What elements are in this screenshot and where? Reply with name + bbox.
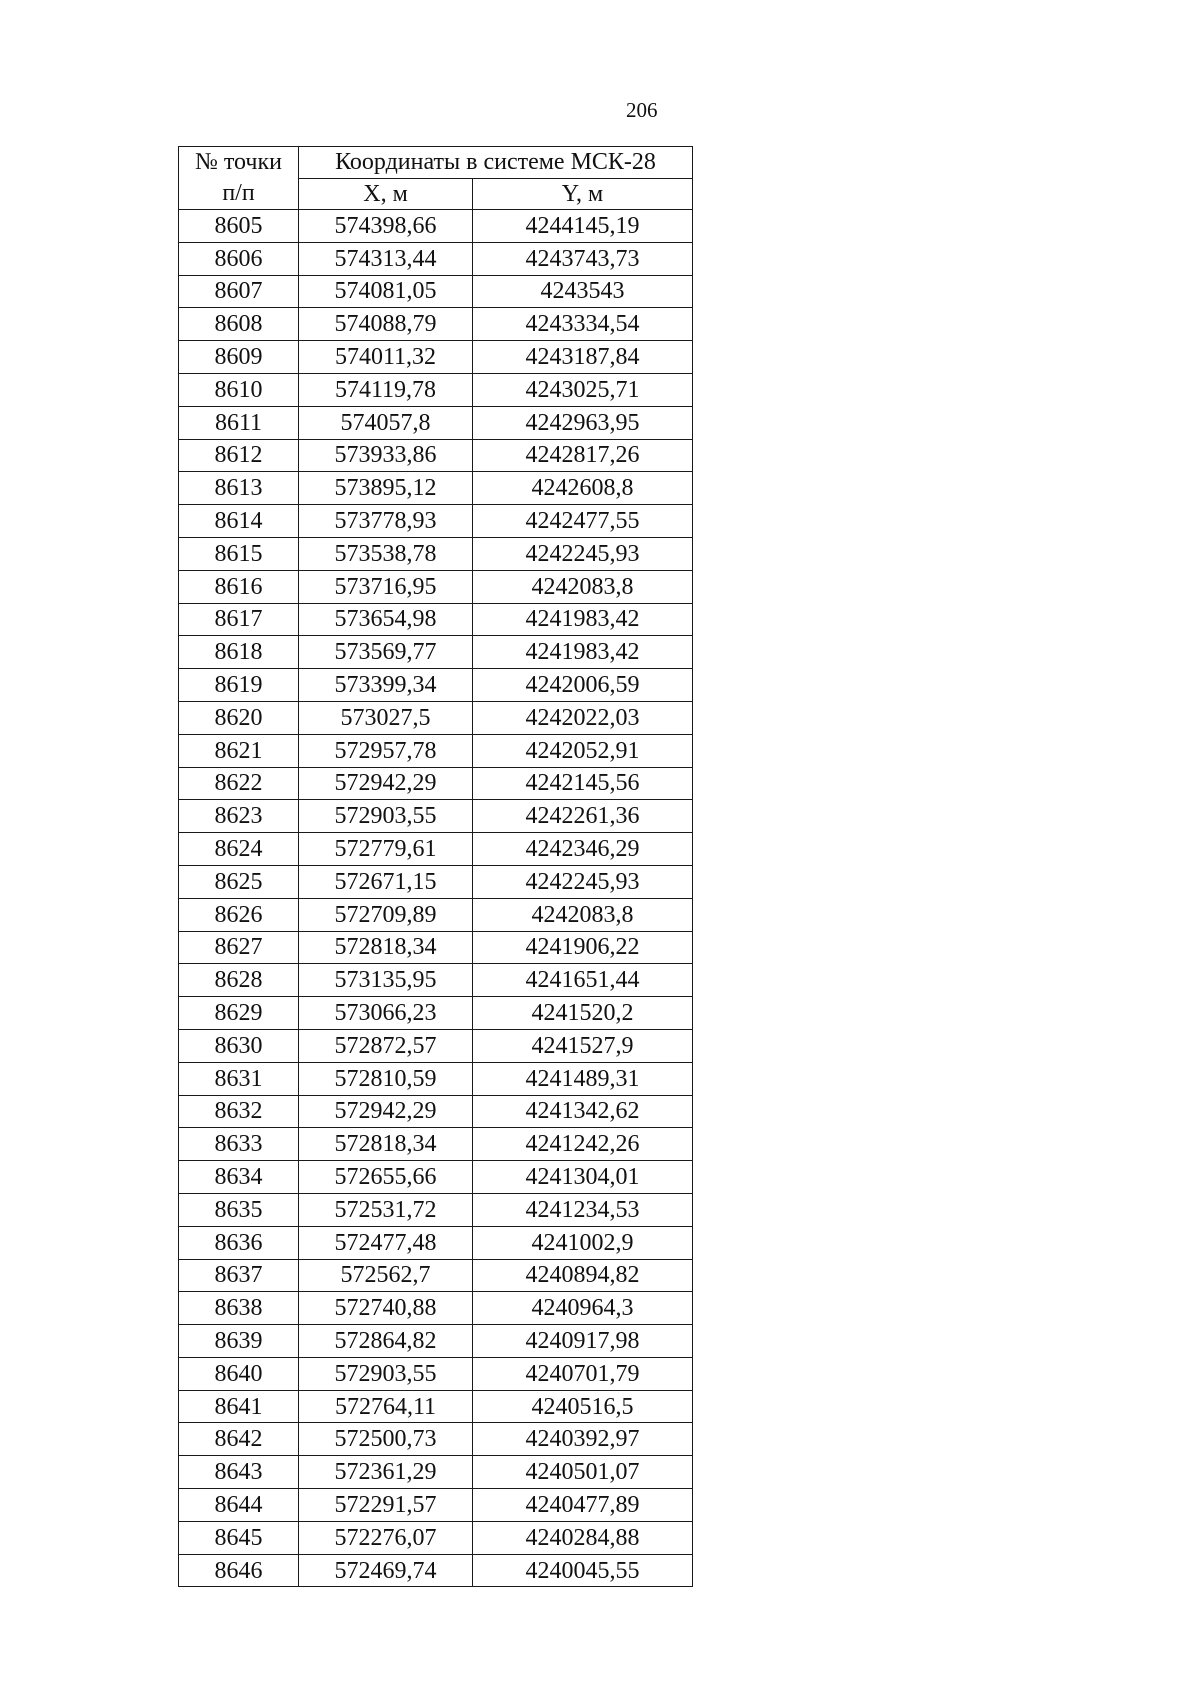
x-coordinate-cell: 572531,72 (299, 1193, 473, 1226)
table-row (179, 537, 693, 570)
y-coordinate-cell: 4240964,3 (473, 1292, 693, 1325)
y-coordinate-cell: 4241002,9 (473, 1226, 693, 1259)
y-coordinate-cell: 4241983,42 (473, 603, 693, 636)
table-row (179, 669, 693, 702)
x-coordinate-cell: 572903,55 (299, 800, 473, 833)
y-coordinate-cell: 4242245,93 (473, 865, 693, 898)
table-row (179, 1226, 693, 1259)
y-coordinate-cell: 4241906,22 (473, 931, 693, 964)
point-number-cell: 8630 (179, 1029, 299, 1062)
x-column-header: X, м (299, 178, 473, 210)
table-row (179, 1554, 693, 1587)
point-number-cell: 8617 (179, 603, 299, 636)
table-row (179, 1062, 693, 1095)
point-number-cell: 8612 (179, 439, 299, 472)
point-number-cell: 8619 (179, 669, 299, 702)
x-coordinate-cell: 574398,66 (299, 210, 473, 243)
x-coordinate-cell: 572957,78 (299, 734, 473, 767)
table-row (179, 898, 693, 931)
point-number-cell: 8618 (179, 636, 299, 669)
x-coordinate-cell: 573569,77 (299, 636, 473, 669)
y-coordinate-cell: 4243025,71 (473, 373, 693, 406)
point-number-cell: 8613 (179, 472, 299, 505)
x-coordinate-cell: 573027,5 (299, 701, 473, 734)
point-number-header (179, 147, 299, 210)
point-number-cell: 8640 (179, 1357, 299, 1390)
table-row (179, 570, 693, 603)
y-coordinate-cell: 4241242,26 (473, 1128, 693, 1161)
table-row (179, 1292, 693, 1325)
y-coordinate-cell: 4244145,19 (473, 210, 693, 243)
x-coordinate-cell: 573933,86 (299, 439, 473, 472)
y-coordinate-cell: 4242963,95 (473, 406, 693, 439)
y-coordinate-cell: 4241304,01 (473, 1161, 693, 1194)
y-coordinate-cell: 4243187,84 (473, 341, 693, 374)
x-coordinate-cell: 572709,89 (299, 898, 473, 931)
y-coordinate-cell: 4241983,42 (473, 636, 693, 669)
x-coordinate-cell: 572864,82 (299, 1325, 473, 1358)
table-body (179, 210, 693, 1587)
table-row (179, 1193, 693, 1226)
table-row (179, 242, 693, 275)
table-row (179, 734, 693, 767)
table-row (179, 1456, 693, 1489)
x-coordinate-cell: 572942,29 (299, 1095, 473, 1128)
x-coordinate-cell: 573654,98 (299, 603, 473, 636)
point-number-cell: 8633 (179, 1128, 299, 1161)
point-number-cell: 8627 (179, 931, 299, 964)
y-coordinate-cell: 4240392,97 (473, 1423, 693, 1456)
y-coordinate-cell: 4240045,55 (473, 1554, 693, 1587)
table-row (179, 1095, 693, 1128)
x-coordinate-cell: 572562,7 (299, 1259, 473, 1292)
y-coordinate-cell: 4240516,5 (473, 1390, 693, 1423)
point-number-cell: 8637 (179, 1259, 299, 1292)
table-row (179, 964, 693, 997)
point-number-cell: 8605 (179, 210, 299, 243)
y-coordinate-cell: 4241651,44 (473, 964, 693, 997)
point-number-cell: 8607 (179, 275, 299, 308)
y-coordinate-cell: 4240701,79 (473, 1357, 693, 1390)
y-column-header: Y, м (473, 178, 693, 210)
x-coordinate-cell: 574081,05 (299, 275, 473, 308)
table-row (179, 701, 693, 734)
y-coordinate-cell: 4240284,88 (473, 1521, 693, 1554)
y-coordinate-cell: 4243543 (473, 275, 693, 308)
y-coordinate-cell: 4242608,8 (473, 472, 693, 505)
y-coordinate-cell: 4242477,55 (473, 505, 693, 538)
x-coordinate-cell: 574313,44 (299, 242, 473, 275)
x-coordinate-cell: 573716,95 (299, 570, 473, 603)
x-coordinate-cell: 572291,57 (299, 1489, 473, 1522)
point-number-cell: 8628 (179, 964, 299, 997)
x-coordinate-cell: 572500,73 (299, 1423, 473, 1456)
point-number-cell: 8631 (179, 1062, 299, 1095)
y-coordinate-cell: 4241520,2 (473, 997, 693, 1030)
point-number-cell: 8644 (179, 1489, 299, 1522)
x-coordinate-cell: 574119,78 (299, 373, 473, 406)
table-row (179, 1325, 693, 1358)
x-coordinate-cell: 573538,78 (299, 537, 473, 570)
point-number-cell: 8609 (179, 341, 299, 374)
point-number-cell: 8634 (179, 1161, 299, 1194)
point-number-cell: 8626 (179, 898, 299, 931)
point-number-cell: 8621 (179, 734, 299, 767)
point-number-cell: 8606 (179, 242, 299, 275)
x-coordinate-cell: 573895,12 (299, 472, 473, 505)
table-row (179, 373, 693, 406)
x-coordinate-cell: 572942,29 (299, 767, 473, 800)
y-coordinate-cell: 4241527,9 (473, 1029, 693, 1062)
point-number-header-line1: № точки (194, 149, 283, 175)
x-coordinate-cell: 572810,59 (299, 1062, 473, 1095)
table-row (179, 833, 693, 866)
page-number: 206 (626, 98, 658, 122)
table-row (179, 1357, 693, 1390)
point-number-cell: 8643 (179, 1456, 299, 1489)
point-number-cell: 8611 (179, 406, 299, 439)
y-coordinate-cell: 4240894,82 (473, 1259, 693, 1292)
y-coordinate-cell: 4241342,62 (473, 1095, 693, 1128)
table-row (179, 1423, 693, 1456)
x-coordinate-cell: 573399,34 (299, 669, 473, 702)
y-coordinate-cell: 4242145,56 (473, 767, 693, 800)
point-number-header-line2: п/п (222, 180, 255, 206)
y-coordinate-cell: 4241234,53 (473, 1193, 693, 1226)
point-number-cell: 8641 (179, 1390, 299, 1423)
point-number-cell: 8620 (179, 701, 299, 734)
point-number-cell: 8623 (179, 800, 299, 833)
table-row (179, 406, 693, 439)
table-row (179, 997, 693, 1030)
x-coordinate-cell: 572818,34 (299, 1128, 473, 1161)
y-coordinate-cell: 4242245,93 (473, 537, 693, 570)
x-coordinate-cell: 572655,66 (299, 1161, 473, 1194)
table-row (179, 1161, 693, 1194)
y-coordinate-cell: 4243743,73 (473, 242, 693, 275)
point-number-cell: 8638 (179, 1292, 299, 1325)
y-coordinate-cell: 4242817,26 (473, 439, 693, 472)
x-coordinate-cell: 572671,15 (299, 865, 473, 898)
table-row (179, 1390, 693, 1423)
y-coordinate-cell: 4243334,54 (473, 308, 693, 341)
x-coordinate-cell: 573135,95 (299, 964, 473, 997)
point-number-cell: 8615 (179, 537, 299, 570)
y-coordinate-cell: 4241489,31 (473, 1062, 693, 1095)
y-coordinate-cell: 4242052,91 (473, 734, 693, 767)
x-coordinate-cell: 572779,61 (299, 833, 473, 866)
table-row (179, 1259, 693, 1292)
header-row (179, 147, 693, 179)
table-row (179, 308, 693, 341)
table-row (179, 1489, 693, 1522)
table-row (179, 931, 693, 964)
table-row (179, 1029, 693, 1062)
point-number-cell: 8610 (179, 373, 299, 406)
y-coordinate-cell: 4242083,8 (473, 570, 693, 603)
y-coordinate-cell: 4242083,8 (473, 898, 693, 931)
x-coordinate-cell: 572469,74 (299, 1554, 473, 1587)
coordinates-table (178, 146, 693, 1587)
table-row (179, 1128, 693, 1161)
x-coordinate-cell: 574057,8 (299, 406, 473, 439)
y-coordinate-cell: 4242006,59 (473, 669, 693, 702)
point-number-cell: 8642 (179, 1423, 299, 1456)
table-row (179, 865, 693, 898)
x-coordinate-cell: 572903,55 (299, 1357, 473, 1390)
x-coordinate-cell: 574088,79 (299, 308, 473, 341)
point-number-cell: 8635 (179, 1193, 299, 1226)
point-number-cell: 8639 (179, 1325, 299, 1358)
y-coordinate-cell: 4240477,89 (473, 1489, 693, 1522)
point-number-cell: 8622 (179, 767, 299, 800)
x-coordinate-cell: 572818,34 (299, 931, 473, 964)
point-number-cell: 8646 (179, 1554, 299, 1587)
x-coordinate-cell: 572764,11 (299, 1390, 473, 1423)
x-coordinate-cell: 573778,93 (299, 505, 473, 538)
y-coordinate-cell: 4242261,36 (473, 800, 693, 833)
table-row (179, 275, 693, 308)
point-number-cell: 8629 (179, 997, 299, 1030)
y-coordinate-cell: 4240501,07 (473, 1456, 693, 1489)
table-row (179, 636, 693, 669)
point-number-cell: 8616 (179, 570, 299, 603)
table-row (179, 800, 693, 833)
x-coordinate-cell: 572276,07 (299, 1521, 473, 1554)
point-number-cell: 8632 (179, 1095, 299, 1128)
table-row (179, 767, 693, 800)
table-row (179, 210, 693, 243)
y-coordinate-cell: 4242022,03 (473, 701, 693, 734)
x-coordinate-cell: 572740,88 (299, 1292, 473, 1325)
table-row (179, 505, 693, 538)
table-header (179, 147, 693, 210)
table-row (179, 603, 693, 636)
point-number-cell: 8614 (179, 505, 299, 538)
table-row (179, 1521, 693, 1554)
point-number-cell: 8645 (179, 1521, 299, 1554)
x-coordinate-cell: 572872,57 (299, 1029, 473, 1062)
table-row (179, 439, 693, 472)
coordinates-system-header: Координаты в системе МСК-28 (299, 147, 693, 179)
table-row (179, 341, 693, 374)
point-number-cell: 8608 (179, 308, 299, 341)
point-number-cell: 8625 (179, 865, 299, 898)
point-number-cell: 8624 (179, 833, 299, 866)
y-coordinate-cell: 4242346,29 (473, 833, 693, 866)
point-number-cell: 8636 (179, 1226, 299, 1259)
x-coordinate-cell: 574011,32 (299, 341, 473, 374)
table-row (179, 472, 693, 505)
x-coordinate-cell: 572477,48 (299, 1226, 473, 1259)
x-coordinate-cell: 573066,23 (299, 997, 473, 1030)
x-coordinate-cell: 572361,29 (299, 1456, 473, 1489)
y-coordinate-cell: 4240917,98 (473, 1325, 693, 1358)
